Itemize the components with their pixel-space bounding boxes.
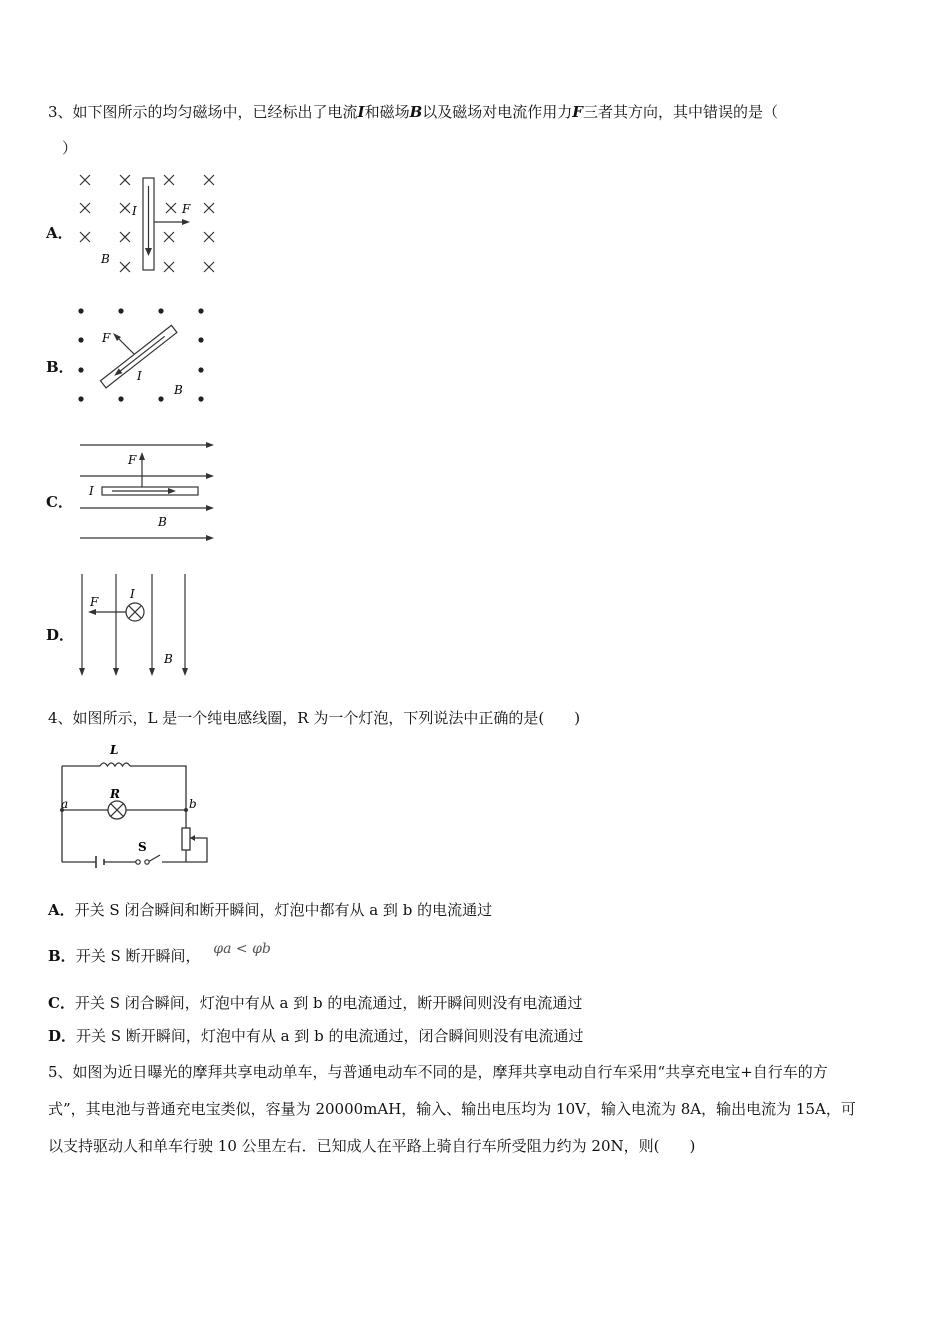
label-field: B (174, 383, 183, 397)
label-current: I (130, 587, 135, 601)
label-force: F (128, 453, 137, 467)
q4-option-b-label: B． (48, 947, 76, 965)
q4-option-a-label: A． (48, 901, 75, 919)
label-current: I (89, 484, 94, 498)
q4-option-a-text: 开关 S 闭合瞬间和断开瞬间，灯泡中都有从 a 到 b 的电流通过 (74, 901, 493, 919)
q3-stem-line1 (48, 102, 778, 122)
q4-option-c (48, 993, 582, 1013)
label-field: B (164, 652, 173, 666)
current-arrow (117, 336, 164, 373)
q4-option-d (48, 1026, 583, 1046)
switch-contact (136, 860, 140, 864)
label-force: F (102, 331, 111, 345)
q5-stem-line3: 以支持驱动人和单车行驶 10 公里左右．已知成人在平路上骑自行车所受阻力约为 20N，则( ) (48, 1137, 696, 1155)
q3-option-b-label: B． (46, 358, 74, 376)
q4-option-b (48, 941, 271, 967)
rheostat (182, 828, 190, 850)
q3-stem-part3: 以及磁场对电流作用力 (422, 103, 573, 121)
q4-option-b-text: 开关 S 断开瞬间， (75, 947, 201, 965)
q3-figure-c (72, 436, 222, 548)
label-field: B (101, 252, 110, 266)
q3-var-field: B (409, 103, 423, 121)
label-field: B (158, 515, 167, 529)
q4-stem: 4、如图所示，L 是一个纯电感线圈，R 为一个灯泡，下列说法中正确的是( ) (48, 709, 581, 727)
q3-stem-part1: 3、如下图所示的均匀磁场中，已经标出了电流 (48, 103, 358, 121)
q4-option-c-text: 开关 S 闭合瞬间，灯泡中有从 a 到 b 的电流通过，断开瞬间则没有电流通过 (74, 994, 583, 1012)
label-current: I (132, 204, 137, 218)
q4-circuit-figure (52, 738, 222, 870)
q4-option-b-formula: φa < φb (213, 941, 271, 957)
q4-option-a (48, 900, 492, 920)
label-force: F (182, 202, 191, 216)
q3-var-force: F (572, 103, 583, 121)
q4-option-d-label: D． (48, 1027, 77, 1045)
q3-option-a-label: A． (46, 224, 73, 242)
q3-figure-d (72, 570, 202, 680)
label-switch: S (138, 840, 147, 854)
label-inductor: L (110, 743, 119, 757)
current-into-page-symbol (126, 603, 144, 621)
q3-figure-a (72, 168, 232, 280)
label-node-b: b (189, 797, 197, 811)
label-force: F (90, 595, 99, 609)
q3-option-d-label: D． (46, 626, 75, 644)
q3-figure-b (72, 302, 222, 407)
label-current: I (137, 369, 142, 383)
q3-option-c-label: C． (46, 493, 73, 511)
label-node-a: a (61, 797, 69, 811)
label-lamp: R (110, 787, 120, 801)
q3-var-current: I (357, 103, 365, 121)
q5-stem-line1: 5、如图为近日曝光的摩拜共享电动单车，与普通电动车不同的是，摩拜共享电动自行车采用“共享充电宝+自行车的方 (48, 1063, 828, 1081)
battery-symbol (96, 856, 104, 868)
q3-stem-line2: ） (62, 139, 78, 157)
q4-option-d-text: 开关 S 断开瞬间，灯泡中有从 a 到 b 的电流通过，闭合瞬间则没有电流通过 (76, 1027, 584, 1045)
lamp-symbol (108, 801, 126, 819)
inductor-coil (100, 763, 130, 766)
q4-option-c-label: C． (48, 994, 75, 1012)
q3-stem-part2: 和磁场 (364, 103, 410, 121)
q5-stem-line2: 式”，其电池与普通充电宝类似，容量为 20000mAH，输入、输出电压均为 10V，输入电流为 8A，输出电流为 15A，可 (48, 1100, 856, 1118)
q3-stem-part4: 三者其方向，其中错误的是（ (582, 103, 778, 121)
